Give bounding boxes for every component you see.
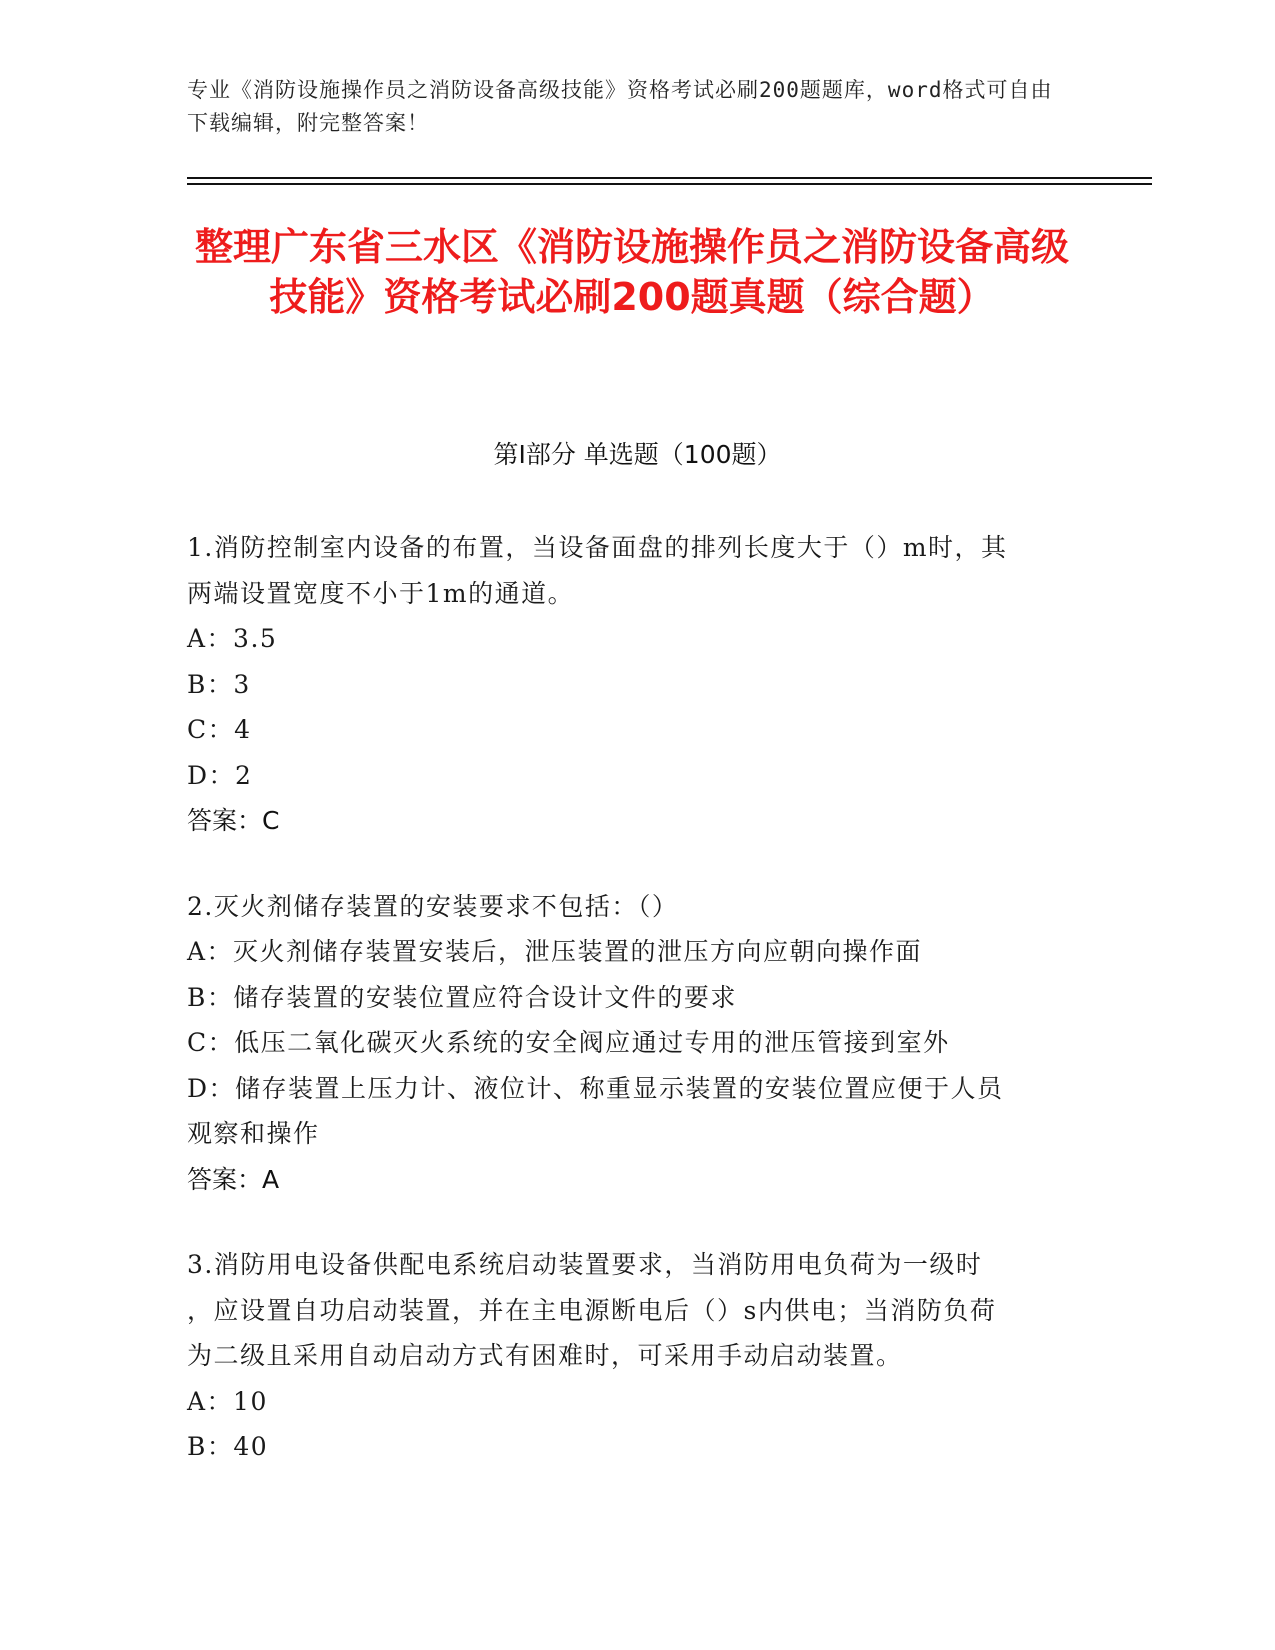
question-stem-line: 3.消防用电设备供配电系统启动装置要求，当消防用电负荷为一级时 — [187, 1250, 983, 1279]
question-2 — [187, 884, 1082, 1203]
option-b: B：3 — [187, 669, 251, 699]
question-3 — [187, 1242, 1082, 1470]
question-list — [187, 525, 1082, 1510]
option-c: C：4 — [187, 715, 252, 744]
option-b: B：储存装置的安装位置应符合设计文件的要求 — [187, 982, 737, 1012]
question-stem-line: 1.消防控制室内设备的布置，当设备面盘的排列长度大于（）m时，其 — [187, 533, 1008, 562]
question-stem-line: 为二级且采用自动启动方式有困难时，可采用手动启动装置。 — [187, 1341, 903, 1370]
header-divider-bottom — [187, 183, 1152, 185]
answer-line: 答案：A — [187, 1164, 280, 1194]
option-c: C：低压二氧化碳灭火系统的安全阀应通过专用的泄压管接到室外 — [187, 1028, 950, 1057]
question-1 — [187, 525, 1082, 844]
option-d: D：2 — [187, 760, 253, 790]
question-stem-line: ，应设置自功启动装置，并在主电源断电后（）s内供电；当消防负荷 — [187, 1295, 997, 1325]
option-d-continued: 观察和操作 — [187, 1119, 320, 1148]
question-stem-line: 2.灭火剂储存装置的安装要求不包括：（） — [187, 891, 679, 921]
option-a: A：3.5 — [187, 624, 278, 653]
option-b: B：40 — [187, 1432, 269, 1461]
option-d: D：储存装置上压力计、液位计、称重显示装置的安装位置应便于人员 — [187, 1073, 1004, 1103]
header-divider-top — [187, 177, 1152, 179]
question-stem-line: 两端设置宽度不小于1m的通道。 — [187, 578, 575, 608]
option-a: A：灭火剂储存装置安装后，泄压装置的泄压方向应朝向操作面 — [187, 937, 923, 966]
option-a: A：10 — [187, 1386, 268, 1416]
document-title: 整理广东省三水区《消防设施操作员之消防设备高级技能》资格考试必刷200题真题（综合题） — [194, 225, 1069, 319]
section-heading: 第Ⅰ部分 单选题（100题） — [493, 440, 782, 469]
header-note: 专业《消防设施操作员之消防设备高级技能》资格考试必刷200题题库，word格式可自由下载编辑，附完整答案！ — [187, 78, 1053, 135]
answer-line: 答案：C — [187, 806, 280, 835]
